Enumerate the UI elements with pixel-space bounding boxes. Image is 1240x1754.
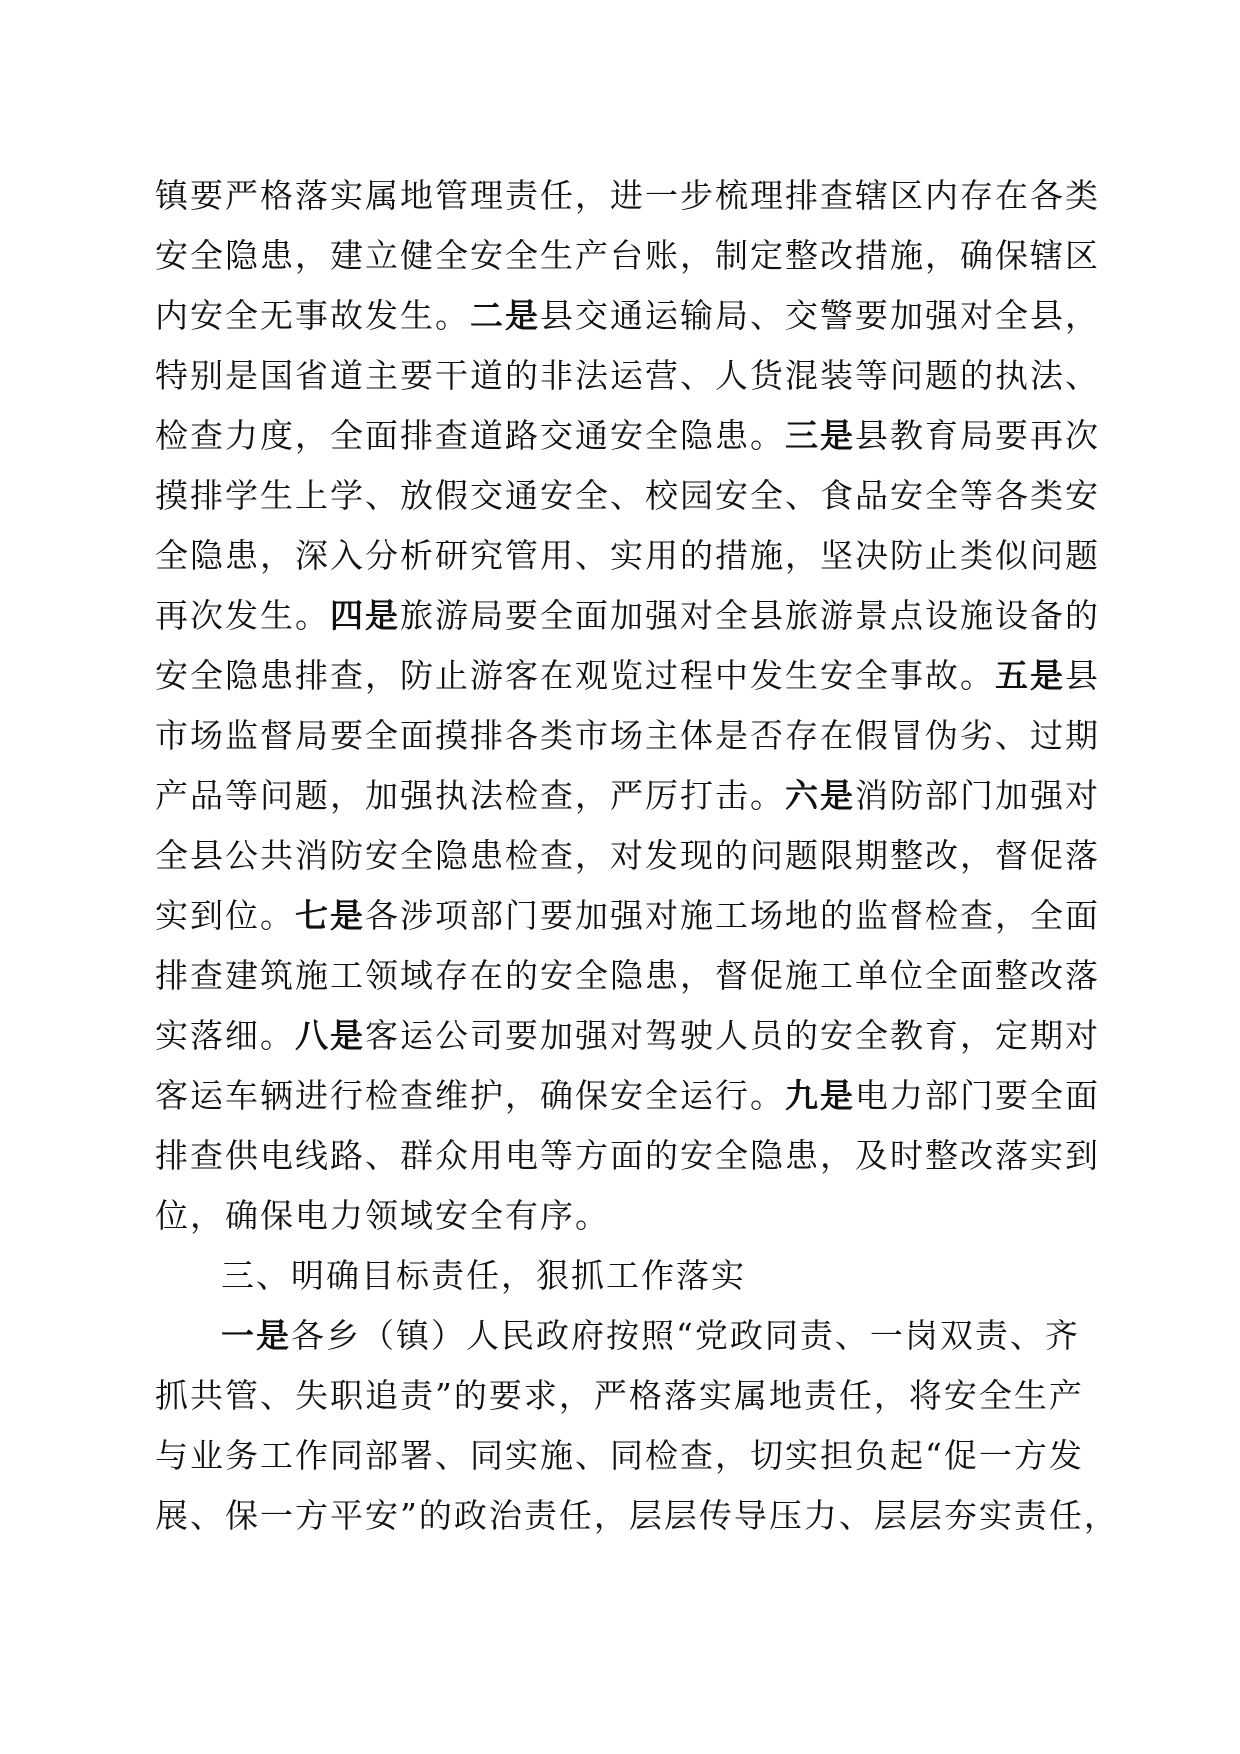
text-line: 安全隐患，建立健全安全生产台账，制定整改措施，确保辖区	[155, 236, 1100, 275]
text-line: 市场监督局要全面摸排各类市场主体是否存在假冒伪劣、过期	[155, 716, 1100, 755]
text-line: 排查建筑施工领域存在的安全隐患，督促施工单位全面整改落	[155, 956, 1100, 995]
item-marker-2: 二是	[470, 296, 540, 335]
item-marker-1: 一是	[221, 1316, 291, 1355]
text-line: 实到位。七是各涉项部门要加强对施工场地的监督检查，全面	[155, 896, 1100, 935]
item-marker-4: 四是	[330, 596, 400, 635]
text-line: 全隐患，深入分析研究管用、实用的措施，坚决防止类似问题	[155, 536, 1100, 575]
text-line: 内安全无事故发生。二是县交通运输局、交警要加强对全县，	[155, 296, 1100, 335]
text-line: 抓共管、失职追责”的要求，严格落实属地责任，将安全生产	[155, 1376, 1084, 1415]
text-line: 特别是国省道主要干道的非法运营、人货混装等问题的执法、	[155, 356, 1100, 395]
text-line: 排查供电线路、群众用电等方面的安全隐患，及时整改落实到	[155, 1136, 1100, 1175]
paragraph-target-responsibility	[155, 1306, 1119, 1546]
text-line: 客运车辆进行检查维护，确保安全运行。九是电力部门要全面	[155, 1076, 1100, 1115]
text-line: 展、保一方平安”的政治责任，层层传导压力、层层夯实责任，	[155, 1496, 1119, 1535]
text-line: 全县公共消防安全隐患检查，对发现的问题限期整改，督促落	[155, 836, 1100, 875]
item-marker-5: 五是	[995, 656, 1065, 695]
item-marker-6: 六是	[785, 776, 855, 815]
text-line: 产品等问题，加强执法检查，严厉打击。六是消防部门加强对	[155, 776, 1100, 815]
paragraph-safety-measures	[155, 166, 1100, 1246]
text-line: 镇要严格落实属地管理责任，进一步梳理排查辖区内存在各类	[155, 176, 1100, 215]
section-heading-text: 三、明确目标责任，狠抓工作落实	[221, 1256, 746, 1295]
text-line: 实落细。八是客运公司要加强对驾驶人员的安全教育，定期对	[155, 1016, 1100, 1055]
item-marker-8: 八是	[295, 1016, 365, 1055]
text-line: 再次发生。四是旅游局要全面加强对全县旅游景点设施设备的	[155, 596, 1100, 635]
section-heading-3	[155, 1246, 1060, 1306]
text-line: 摸排学生上学、放假交通安全、校园安全、食品安全等各类安	[155, 476, 1100, 515]
item-marker-3: 三是	[785, 416, 855, 455]
text-line: 检查力度，全面排查道路交通安全隐患。三是县教育局要再次	[155, 416, 1100, 455]
text-line: 位，确保电力领域安全有序。	[155, 1196, 610, 1235]
item-marker-7: 七是	[295, 896, 365, 935]
text-line: 安全隐患排查，防止游客在观览过程中发生安全事故。五是县	[155, 656, 1100, 695]
text-line: 一是各乡（镇）人民政府按照“党政同责、一岗双责、齐	[221, 1316, 1080, 1355]
text-line: 与业务工作同部署、同实施、同检查，切实担负起“促一方发	[155, 1436, 1084, 1475]
item-marker-9: 九是	[785, 1076, 855, 1115]
